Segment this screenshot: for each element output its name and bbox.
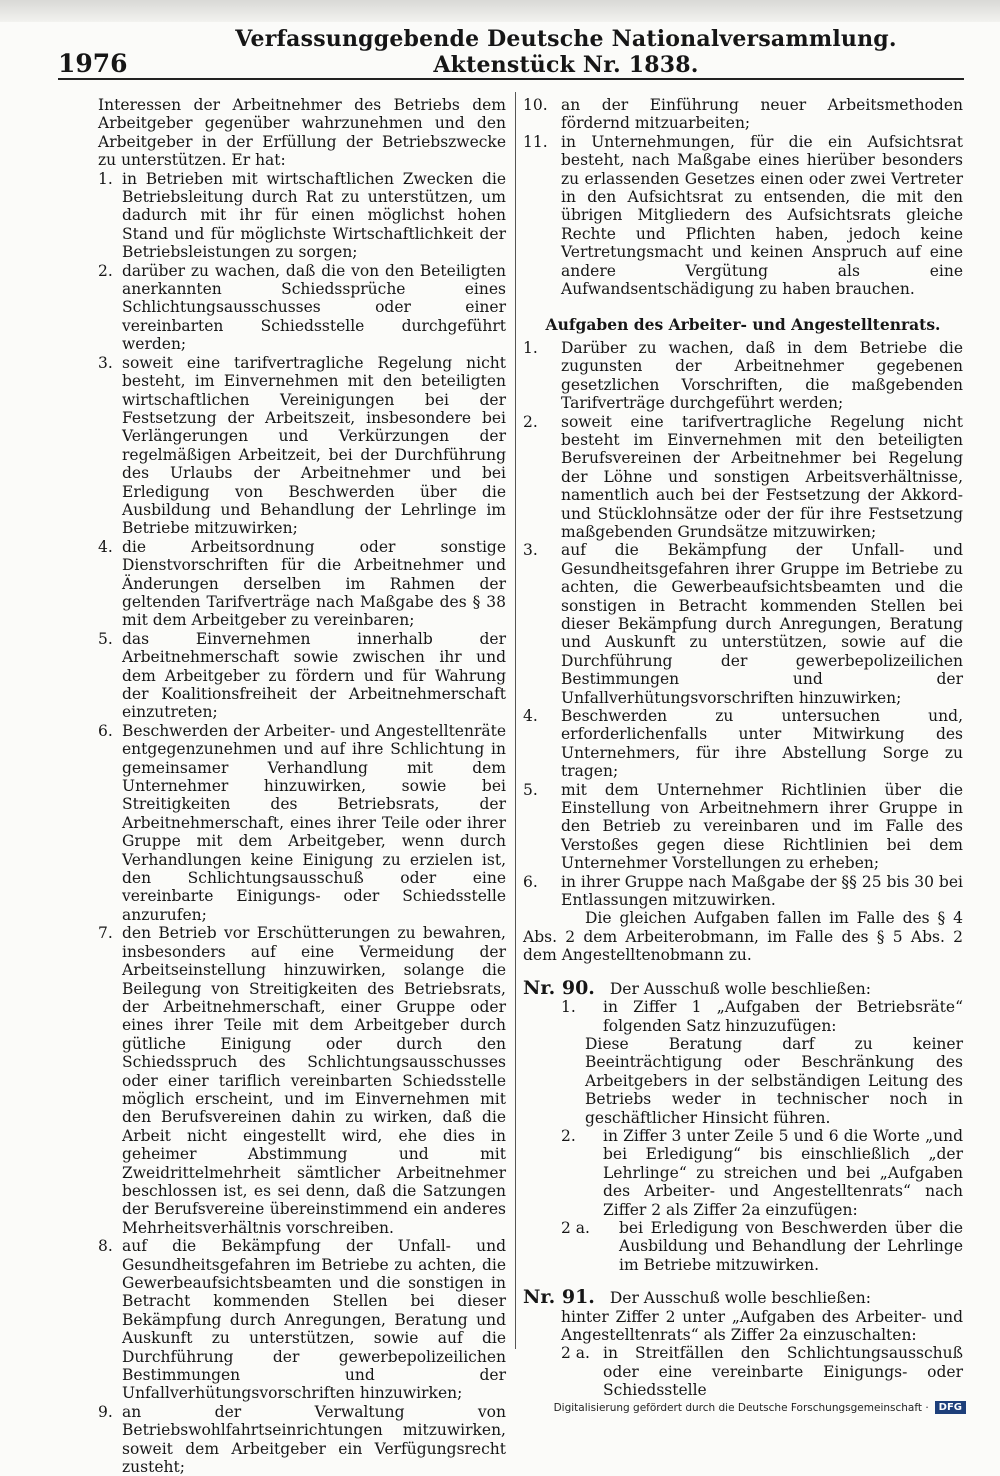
item-text: in ihrer Gruppe nach Maßgabe der §§ 25 bis 30 bei Entlassungen mitzuwirken.: [561, 872, 963, 910]
motion-point: [523, 1127, 963, 1219]
item-number: 3.: [523, 541, 538, 560]
left-column: [98, 96, 506, 1476]
running-title: Verfassunggebende Deutsche Nationalversammlung. Aktenstück Nr. 1838.: [235, 26, 897, 78]
list-item: [98, 1237, 506, 1403]
list-item: [98, 538, 506, 630]
list-item: [98, 354, 506, 538]
item-text: Beschwerden zu untersuchen und, erforderlichenfalls unter Mitwirkung des Unternehmers, für ihre Abstellung Sorge zu tragen;: [561, 707, 963, 781]
item-number: 2.: [98, 261, 113, 280]
column-divider: [515, 92, 516, 1349]
point-text: in Streitfällen den Schlichtungsausschuß oder eine vereinbarte Einigungs- oder Schiedsstelle: [603, 1344, 963, 1400]
point-text: in Ziffer 1 „Aufgaben der Betriebsräte“ folgenden Satz hinzuzufügen:: [603, 998, 963, 1035]
item-text: auf die Bekämpfung der Unfall- und Gesundheitsgefahren ihrer Gruppe im Betriebe zu achten, die Gewerbeaufsichtsbeamten und die sonstigen in Betracht kommenden Stellen bei dieser Bekämpfung durch Anregungen, Beratung und Auskunft zu unterstützen, sowie auf die Durchführung der gewerbepolizeilichen Bestimmungen und der Unfallverhütungsvorschriften hinzuwirken;: [561, 541, 963, 707]
item-text: den Betrieb vor Erschütterungen zu bewahren, insbesonders auf eine Vermeidung der Arbeitseinstellung hinzuwirken, solange die Beilegung von Streitigkeiten des Betriebsrats, der Arbeitnehmerschaft, einer Gruppe oder eines ihrer Teile mit dem Arbeitgeber durch gütliche Einigung oder durch den Schiedsspruch des Schlichtungsausschusses oder einer tariflich vereinbarten Schiedsstelle möglich erscheint, und im Einvernehmen mit den Berufsvereinen dahin zu wirken, daß die Arbeit nicht eingestellt wird, ehe dies in geheimer Abstimmung und mit Zweidrittelmehrheit sämtlicher Arbeitnehmer beschlossen ist, es sei denn, daß die Satzungen der Berufsvereine übereinstimmend ein anderes Mehrheitsverhältnis vorschreiben.: [122, 924, 506, 1237]
point-text: in Ziffer 3 unter Zeile 5 und 6 die Worte „und bei Erledigung“ bis einschließlich „der Lehrlinge“ zu streichen und bei „Aufgaben des Arbeiter- und Angestelltenrats“ nach Ziffer 2 als Ziffer 2a einzufügen:: [603, 1126, 963, 1219]
list-item: [98, 1403, 506, 1476]
right-column: [523, 96, 963, 1400]
scan-edge: [0, 0, 1000, 22]
item-number: 5.: [523, 780, 538, 799]
motion-nr-90: [523, 976, 963, 999]
item-number: 9.: [98, 1402, 113, 1421]
section-closing: Die gleichen Aufgaben fallen im Falle des § 4 Abs. 2 dem Arbeiterobmann, im Falle des § 5 Abs. 2 dem Angestelltenobmann zu.: [523, 909, 963, 965]
page-number: 1976: [58, 49, 128, 78]
item-number: 3.: [98, 353, 113, 372]
footer: [554, 1401, 966, 1414]
list-item: [98, 630, 506, 722]
section-heading: Aufgaben des Arbeiter- und Angestelltenrats.: [545, 315, 941, 335]
item-number: 6.: [98, 721, 113, 740]
motion-point: [523, 998, 963, 1035]
item-number: 1.: [98, 169, 113, 188]
intro-paragraph: Interessen der Arbeitnehmer des Betriebs dem Arbeitgeber gegenüber wahrzunehmen und den Arbeitgeber in der Erfüllung der Betriebszwecke zu unterstützen. Er hat:: [98, 96, 506, 170]
list-item: [523, 96, 963, 133]
item-text: das Einvernehmen innerhalb der Arbeitnehmerschaft sowie zwischen ihr und dem Arbeitgeber zu fördern und für Wahrung der Koalitionsfreiheit der Arbeitnehmerschaft einzutreten;: [122, 629, 506, 722]
list-item: [523, 133, 963, 299]
list-item: [523, 707, 963, 781]
list-item: [523, 541, 963, 707]
list-item: [523, 413, 963, 542]
item-text: in Unternehmungen, für die ein Aufsichtsrat besteht, nach Maßgabe eines hierüber besonders zu erlassenden Gesetzes einen oder zwei Vertreter in den Aufsichtsrat zu entsenden, die mit den übrigen Mitgliedern des Aufsichtsrats gleiche Rechte und Pflichten haben, jedoch keine Vertretungsmacht und keinen Anspruch auf eine andere Vergütung als eine Aufwandsentschädigung zu haben brauchen.: [561, 132, 963, 299]
list-item: [98, 170, 506, 262]
item-text: darüber zu wachen, daß die von den Beteiligten anerkannten Schiedssprüche eines Schlichtungsausschusses oder einer vereinbarten Schiedsstelle durchgeführt werden;: [122, 261, 506, 354]
motion-lead: Der Ausschuß wolle beschließen:: [609, 979, 871, 998]
list-item: [98, 722, 506, 924]
item-number: 4.: [523, 707, 538, 725]
item-text: Darüber zu wachen, daß in dem Betriebe die zugunsten der Arbeitnehmer gegebenen gesetzlichen Vorschriften, die maßgebenden Tarifverträge durchgeführt werden;: [561, 338, 963, 413]
item-number: 7.: [98, 924, 113, 943]
item-text: Beschwerden der Arbeiter- und Angestelltenräte entgegenzunehmen und auf ihre Schlichtung in gemeinsamer Verhandlung mit dem Unternehmer hinzuwirken, sowie bei Streitigkeiten des Betriebsrats, der Arbeitnehmerschaft, eines ihrer Teile oder ihrer Gruppe mit dem Arbeitgeber, wenn durch Verhandlungen keine Einigung zu erzielen ist, den Schlichtungsausschuß oder eine vereinbarte Einigungs- oder Schiedsstelle anzurufen;: [122, 721, 506, 924]
item-number: 2.: [523, 412, 538, 431]
left-item-list: [98, 170, 506, 1476]
motion-subpoint: [523, 1219, 963, 1274]
motion-lead: Der Ausschuß wolle beschließen:: [609, 1289, 871, 1308]
point-number: 2 a.: [561, 1344, 590, 1363]
page-header: [58, 26, 964, 80]
item-text: soweit eine tarifvertragliche Regelung nicht besteht im Einvernehmen mit den beteiligten Berufsvereinen der Arbeitnehmer bei Regelung der Löhne und sonstigen Arbeitsverhältnisse, namentlich auch bei der Festsetzung der Akkord- und Stücklohnsätze oder der für ihre Festsetzung maßgebenden Grundsätze mitzuwirken;: [561, 412, 963, 541]
footer-text: Digitalisierung gefördert durch die Deutsche Forschungsgemeinschaft ·: [553, 1401, 929, 1414]
item-number: 5.: [98, 629, 113, 648]
motion-body: hinter Ziffer 2 unter „Aufgaben des Arbeiter- und Angestelltenrats“ als Ziffer 2a einzuschalten:: [561, 1307, 963, 1344]
right-item-list: [523, 96, 963, 298]
dfg-logo: DFG: [935, 1401, 966, 1414]
motion-nr-91: [523, 1288, 963, 1307]
item-text: mit dem Unternehmer Richtlinien über die Einstellung von Arbeitnehmern ihrer Gruppe in den Betrieb zu vereinbaren und im Falle des Verstoßes gegen diese Richtlinien bei dem Unternehmer Vorstellungen zu erheben;: [561, 780, 963, 873]
item-number: 4.: [98, 537, 113, 556]
item-text: soweit eine tarifvertragliche Regelung nicht besteht, im Einvernehmen mit den beteiligten wirtschaftlichen Vereinigungen bei der Festsetzung der Arbeitszeit, insbesondere bei Verlängerungen und Verkürzungen der regelmäßigen Arbeitzeit, bei der Durchführung des Urlaubs der Arbeitnehmer und bei Erledigung von Beschwerden über die Ausbildung und Behandlung der Lehrlinge im Betriebe mitzuwirken;: [122, 353, 506, 538]
list-item: [98, 924, 506, 1237]
list-item: [523, 339, 963, 413]
point-text: bei Erledigung von Beschwerden über die Ausbildung und Behandlung der Lehrlinge im Betriebe mitzuwirken.: [619, 1218, 963, 1274]
motion-label: Nr. 91.: [523, 1286, 595, 1309]
point-number: 2.: [561, 1126, 576, 1145]
item-number: 8.: [98, 1237, 113, 1256]
item-text: an der Verwaltung von Betriebswohlfahrtseinrichtungen mitzuwirken, soweit dem Arbeitgeber ein Verfügungsrecht zusteht;: [122, 1402, 506, 1476]
section-item-list: [523, 339, 963, 910]
item-text: auf die Bekämpfung der Unfall- und Gesundheitsgefahren im Betriebe zu achten, die Gewerbeaufsichtsbeamten und die sonstigen in Betracht kommenden Stellen bei dieser Bekämpfung durch Anregungen, Beratung und Auskunft zu unterstützen, sowie auf die Durchführung der gewerbepolizeilichen Bestimmungen und der Unfallverhütungsvorschriften hinzuwirken;: [122, 1237, 506, 1403]
quoted-insertion: Diese Beratung darf zu keiner Beeinträchtigung oder Beschränkung des Arbeitgebers in der selbständigen Leitung des Betriebs weder in technischer noch in geschäftlicher Hinsicht führen.: [585, 1034, 963, 1127]
motion-label: Nr. 90.: [523, 976, 595, 999]
motion-subpoint: [523, 1344, 963, 1399]
item-number: 10.: [523, 96, 548, 114]
point-number: 1.: [561, 998, 576, 1017]
point-number: 2 a.: [561, 1218, 590, 1237]
item-text: in Betrieben mit wirtschaftlichen Zwecken die Betriebsleitung durch Rat zu unterstützen, um dadurch mit ihr für einen möglichst hohen Stand und für möglichste Wirtschaftlichkeit der Betriebsleistungen zu sorgen;: [122, 169, 506, 262]
item-number: 6.: [523, 872, 538, 891]
item-text: an der Einführung neuer Arbeitsmethoden fördernd mitzuarbeiten;: [561, 96, 963, 133]
list-item: [98, 262, 506, 354]
list-item: [523, 781, 963, 873]
list-item: [523, 873, 963, 910]
item-number: 11.: [523, 132, 548, 151]
item-text: die Arbeitsordnung oder sonstige Dienstvorschriften für die Arbeitnehmer und Änderungen derselben im Rahmen der geltenden Tarifverträge nach Maßgabe des § 38 mit dem Arbeitgeber zu vereinbaren;: [122, 537, 506, 630]
item-number: 1.: [523, 338, 538, 357]
